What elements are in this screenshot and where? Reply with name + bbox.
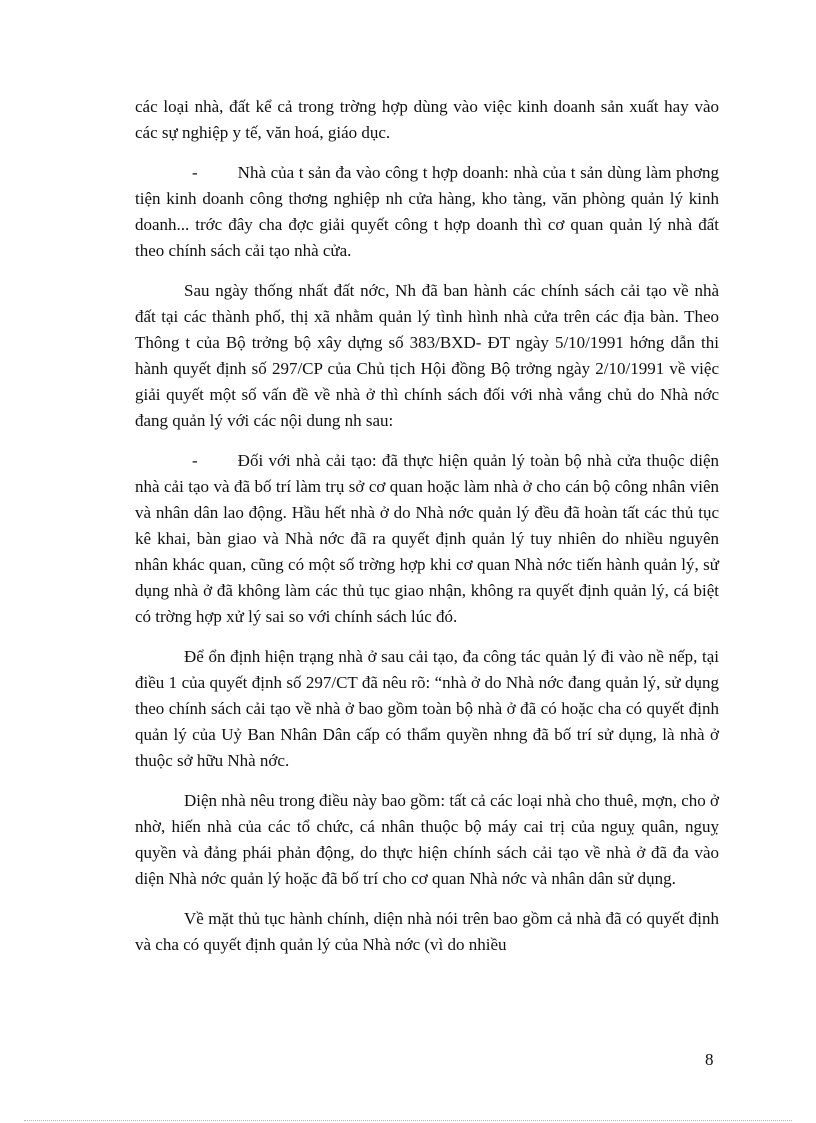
paragraph-continuation: các loại nhà, đất kể cả trong trờng hợp dùng vào việc kinh doanh sản xuất hay vào các sự nghiệp y tế, văn hoá, giáo dục. xyxy=(135,97,719,142)
page-number: 8 xyxy=(705,1050,714,1069)
page-bottom-border xyxy=(24,1120,792,1121)
bullet-dash: - xyxy=(192,451,198,470)
bullet-text: Nhà của t sản đa vào công t hợp doanh: nhà của t sản dùng làm phơng tiện kinh doanh công thơng nghiệp nh cửa hàng, kho tàng, văn phòng quản lý kinh doanh... trớc đây cha đợc giải quyết công t hợp doanh thì cơ quan quản lý nhà đất theo chính sách cải tạo nhà cửa. xyxy=(135,163,719,260)
body-text xyxy=(135,94,719,972)
paragraph: Để ổn định hiện trạng nhà ở sau cải tạo, đa công tác quản lý đi vào nề nếp, tại điều 1 của quyết định số 297/CT đã nêu rõ: “nhà ở do Nhà nớc đang quản lý, sử dụng theo chính sách cải tạo về nhà ở bao gồm toàn bộ nhà ở đã có hoặc cha có quyết định quản lý của Uỷ Ban Nhân Dân cấp có thẩm quyền nhng đã bố trí sử dụng, là nhà ở thuộc sở hữu Nhà nớc. xyxy=(135,647,719,770)
paragraph: Về mặt thủ tục hành chính, diện nhà nói trên bao gồm cả nhà đã có quyết định và cha có quyết định quản lý của Nhà nớc (vì do nhiều xyxy=(135,909,719,954)
bullet-paragraph xyxy=(135,160,719,264)
bullet-dash: - xyxy=(192,163,198,182)
bullet-text: Đối với nhà cải tạo: đã thực hiện quản lý toàn bộ nhà cửa thuộc diện nhà cải tạo và đã bố trí làm trụ sở cơ quan hoặc làm nhà ở cho cán bộ công nhân viên và nhân dân lao động. Hầu hết nhà ở do Nhà nớc quản lý đều đã hoàn tất các thủ tục kê khai, bàn giao và Nhà nớc đã ra quyết định quản lý tuy nhiên do nhiều nguyên nhân khác quan, cũng có một số trờng hợp khi cơ quan Nhà nớc tiến hành quản lý, sử dụng nhà ở đã không làm các thủ tục giao nhận, không ra quyết định quản lý, cá biệt có trờng hợp xử lý sai so với chính sách lúc đó. xyxy=(135,451,719,626)
paragraph: Diện nhà nêu trong điều này bao gồm: tất cả các loại nhà cho thuê, mợn, cho ở nhờ, hiến nhà của các tổ chức, cá nhân thuộc bộ máy cai trị của nguỵ quân, nguỵ quyền và đảng phái phản động, do thực hiện chính sách cải tạo về nhà ở đã đa vào diện Nhà nớc quản lý hoặc đã bố trí cho cơ quan Nhà nớc và nhân dân sử dụng. xyxy=(135,791,719,888)
bullet-paragraph xyxy=(135,448,719,630)
paragraph: Sau ngày thống nhất đất nớc, Nh đã ban hành các chính sách cải tạo về nhà đất tại các thành phố, thị xã nhằm quản lý tình hình nhà cửa trên các địa bàn. Theo Thông t của Bộ trởng bộ xây dựng số 383/BXD- ĐT ngày 5/10/1991 hớng dẫn thi hành quyết định số 297/CP của Chủ tịch Hội đồng Bộ trởng ngày 2/10/1991 về việc giải quyết một số vấn đề về nhà ở thì chính sách đối với nhà vắng chủ do Nhà nớc đang quản lý với các nội dung nh sau: xyxy=(135,281,719,430)
